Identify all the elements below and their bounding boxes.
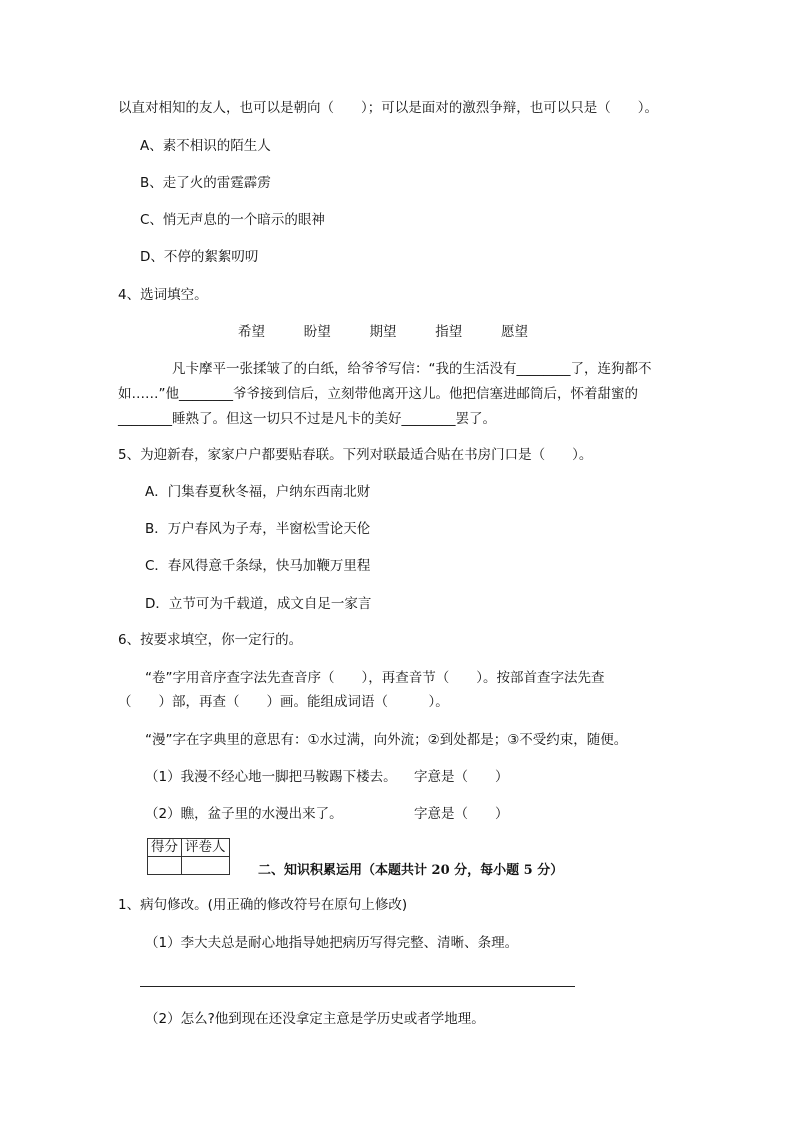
q6-sentence-2: （2）瞧，盆子里的水漫出来了。: [145, 806, 343, 822]
reviewer-cell[interactable]: [182, 857, 230, 875]
q6-man-meanings: “漫”字在字典里的意思有：①水过满，向外流；②到处都是；③不受约束，随便。: [145, 732, 628, 748]
q6-sentence-2-meaning: 字意是（ ）: [414, 806, 509, 822]
word-option: 盼望: [303, 324, 331, 340]
q3-continuation: 以直对相知的友人，也可以是朝向（ ）；可以是面对的激烈争辩，也可以只是（ ）。: [118, 100, 658, 116]
q6-juan-line-1: “卷”字用音序查字法先查音序（ ），再查音节（ ）。按部首查字法先查: [145, 670, 605, 686]
score-table: [147, 838, 230, 875]
q6-sentence-1-meaning: 字意是（ ）: [414, 769, 509, 785]
q4-passage-line-1: 凡卡摩平一张揉皱了的白纸，给爷爷写信：“我的生活没有________了，连狗都不: [172, 361, 652, 377]
s2-q1-sentence-2: （2）怎么?他到现在还没拿定主意是学历史或者学地理。: [145, 1011, 485, 1027]
section-2-title: 二、知识积累运用（本题共计 20 分，每小题 5 分）: [258, 863, 564, 878]
word-option: 希望: [238, 324, 265, 340]
q4-title: 4、选词填空。: [118, 287, 208, 303]
q5-option-a: A．门集春夏秋冬福，户纳东西南北财: [145, 484, 371, 500]
score-cell[interactable]: [148, 857, 182, 875]
answer-line[interactable]: [140, 986, 575, 987]
s2-q1-title: 1、病句修改。(用正确的修改符号在原句上修改): [118, 897, 408, 913]
word-option: 指望: [435, 324, 463, 340]
q4-passage-line-2: 如……”他________爷爷接到信后，立刻带他离开这儿。他把信塞进邮筒后，怀着甜蜜的: [118, 386, 638, 402]
q6-sentence-1: （1）我漫不经心地一脚把马鞍踢下楼去。: [145, 769, 397, 785]
q3-option-c: C、悄无声息的一个暗示的眼神: [140, 212, 325, 228]
q5-option-d: D．立节可为千载道，成文自足一家言: [145, 596, 372, 612]
word-option: 期望: [369, 324, 397, 340]
q4-word-bank: [238, 322, 528, 342]
q6-title: 6、按要求填空，你一定行的。: [118, 632, 303, 648]
q4-passage-line-3: ________睡熟了。但这一切只不过是凡卡的美好________罢了。: [118, 411, 496, 427]
q5-title: 5、为迎新春，家家户户都要贴春联。下列对联最适合贴在书房门口是（ ）。: [118, 447, 593, 463]
q6-juan-line-2: （ ）部，再查（ ）画。能组成词语（ ）。: [118, 694, 449, 710]
q3-option-d: D、不停的絮絮叨叨: [140, 249, 259, 265]
word-option: 愿望: [501, 324, 528, 340]
q3-option-b: B、走了火的雷霆霹雳: [140, 175, 271, 191]
q5-option-b: B．万户春风为子寿，半窗松雪论天伦: [145, 521, 371, 537]
q3-option-a: A、素不相识的陌生人: [140, 138, 271, 154]
score-header: 得分: [148, 839, 182, 857]
s2-q1-sentence-1: （1）李大夫总是耐心地指导她把病历写得完整、清晰、条理。: [145, 935, 519, 951]
q5-option-c: C．春风得意千条绿，快马加鞭万里程: [145, 558, 371, 574]
reviewer-header: 评卷人: [182, 839, 230, 857]
